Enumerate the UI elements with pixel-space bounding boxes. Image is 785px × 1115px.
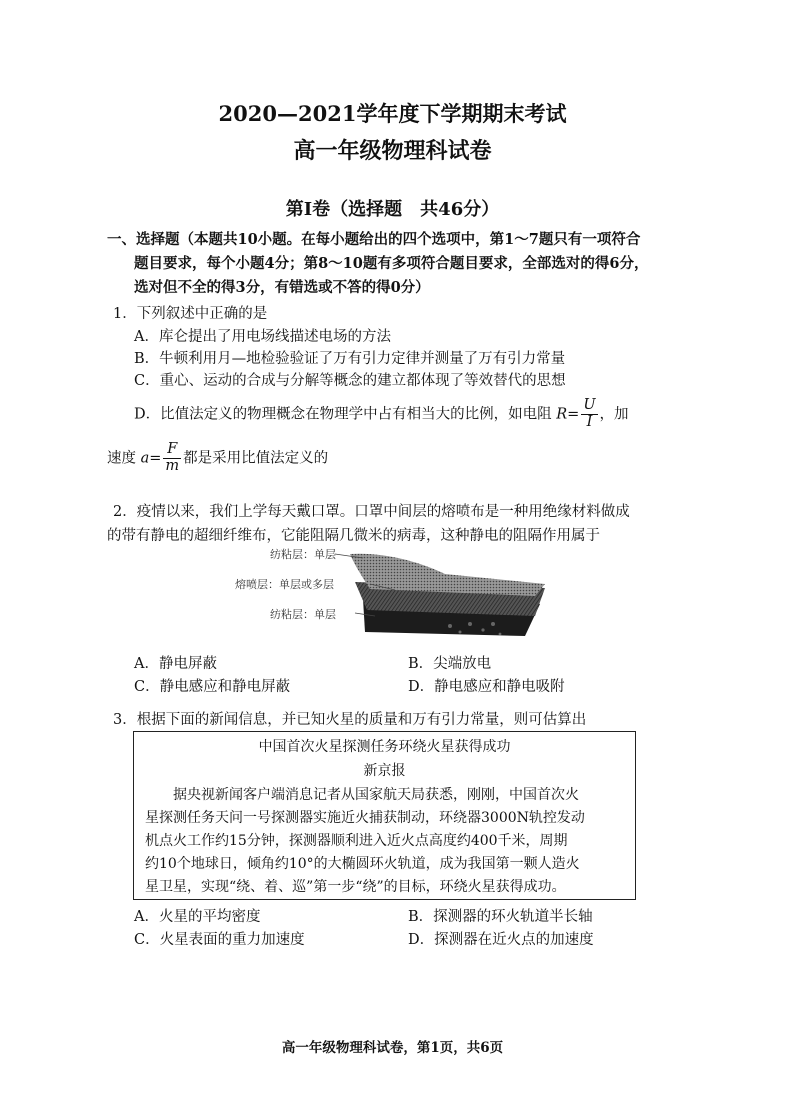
q1-option-a: A．库仑提出了用电场线描述电场的方法	[134, 329, 391, 345]
instructions-line-2: 题目要求，每个小题4分；第8～10题有多项符合题目要求，全部选对的得6分，	[134, 255, 649, 272]
instructions-line-1: 一、选择题（本题共10小题。在每小题给出的四个选项中，第1～7题只有一项符合	[107, 231, 641, 248]
q3-stem: 3．根据下面的新闻信息，并已知火星的质量和万有引力常量，则可估算出	[113, 712, 587, 728]
news-line-3: 机点火工作约15分钟，探测器顺利进入近火点高度约400千米，周期	[145, 833, 568, 849]
exam-subtitle: 高一年级物理科试卷	[293, 138, 492, 164]
page-footer: 高一年级物理科试卷，第1页，共6页	[281, 1040, 504, 1056]
section-title: 第Ⅰ卷（选择题 共46分）	[285, 199, 500, 220]
equals-sign: =	[149, 450, 162, 467]
instructions-line-3: 选对但不全的得3分，有错选或不答的得0分）	[134, 279, 430, 296]
news-source: 新京报	[363, 763, 406, 779]
exam-title: 2020—2021学年度下学期期末考试	[218, 101, 567, 126]
figure-label-top: 纺粘层：单层	[270, 548, 336, 561]
q1-option-d-continued	[107, 442, 328, 475]
q2-stem-line-2: 的带有静电的超细纤维布，它能阻隔几微米的病毒，这种静电的阻隔作用属于	[107, 528, 600, 544]
q3-option-a: A．火星的平均密度	[134, 909, 261, 925]
q3-option-b: B．探测器的环火轨道半长轴	[408, 909, 593, 925]
acceleration-fraction	[163, 442, 181, 475]
q1-option-b: B．牛顿利用月—地检验验证了万有引力定律并测量了万有引力常量	[134, 351, 566, 367]
news-line-4: 约10个地球日，倾角约10°的大椭圆环火轨道，成为我国第一颗人造火	[145, 856, 580, 872]
q1-option-c: C．重心、运动的合成与分解等概念的建立都体现了等效替代的思想	[134, 373, 566, 389]
figure-label-bottom: 纺粘层：单层	[270, 608, 336, 621]
equals-sign: =	[567, 406, 580, 423]
news-line-1: 据央视新闻客户端消息记者从国家航天局获悉，刚刚，中国首次火	[145, 787, 579, 803]
q1-stem: 1．下列叙述中正确的是	[113, 306, 268, 322]
fraction-denominator: I	[586, 413, 593, 430]
news-title: 中国首次火星探测任务环绕火星获得成功	[258, 739, 511, 755]
news-line-5: 星卫星，实现“绕、着、巡”第一步“绕”的目标，环绕火星获得成功。	[145, 879, 566, 895]
q2-stem-line-1: 2．疫情以来，我们上学每天戴口罩。口罩中间层的熔喷布是一种用绝缘材料做成	[113, 504, 630, 520]
fraction-numerator: U	[583, 397, 596, 413]
fraction-denominator: m	[165, 457, 180, 474]
q1-option-d	[134, 398, 629, 431]
resistance-fraction	[581, 398, 597, 431]
q1-option-d-text: D．比值法定义的物理概念在物理学中占有相当大的比例，如电阻	[134, 406, 552, 423]
q2-option-d: D．静电感应和静电吸附	[408, 679, 565, 695]
q2-option-b: B．尖端放电	[408, 656, 492, 672]
q2-option-c: C．静电感应和静电屏蔽	[134, 679, 291, 695]
q3-option-d: D．探测器在近火点的加速度	[408, 932, 594, 948]
mask-layers-figure	[235, 544, 555, 644]
acceleration-symbol: a	[140, 450, 150, 467]
fraction-numerator: F	[163, 442, 181, 459]
q2-option-a: A．静电屏蔽	[134, 656, 217, 672]
q1-option-d-tail: ，加	[599, 406, 629, 423]
resistance-symbol: R	[556, 406, 568, 423]
q1-option-d2-tail: 都是采用比值法定义的	[183, 450, 329, 467]
figure-label-middle: 熔喷层：单层或多层	[235, 578, 334, 591]
q1-option-d2-text: 速度	[107, 450, 136, 467]
q3-option-c: C．火星表面的重力加速度	[134, 932, 305, 948]
news-line-2: 星探测任务天问一号探测器实施近火捕获制动，环绕器3000N轨控发动	[145, 810, 585, 826]
